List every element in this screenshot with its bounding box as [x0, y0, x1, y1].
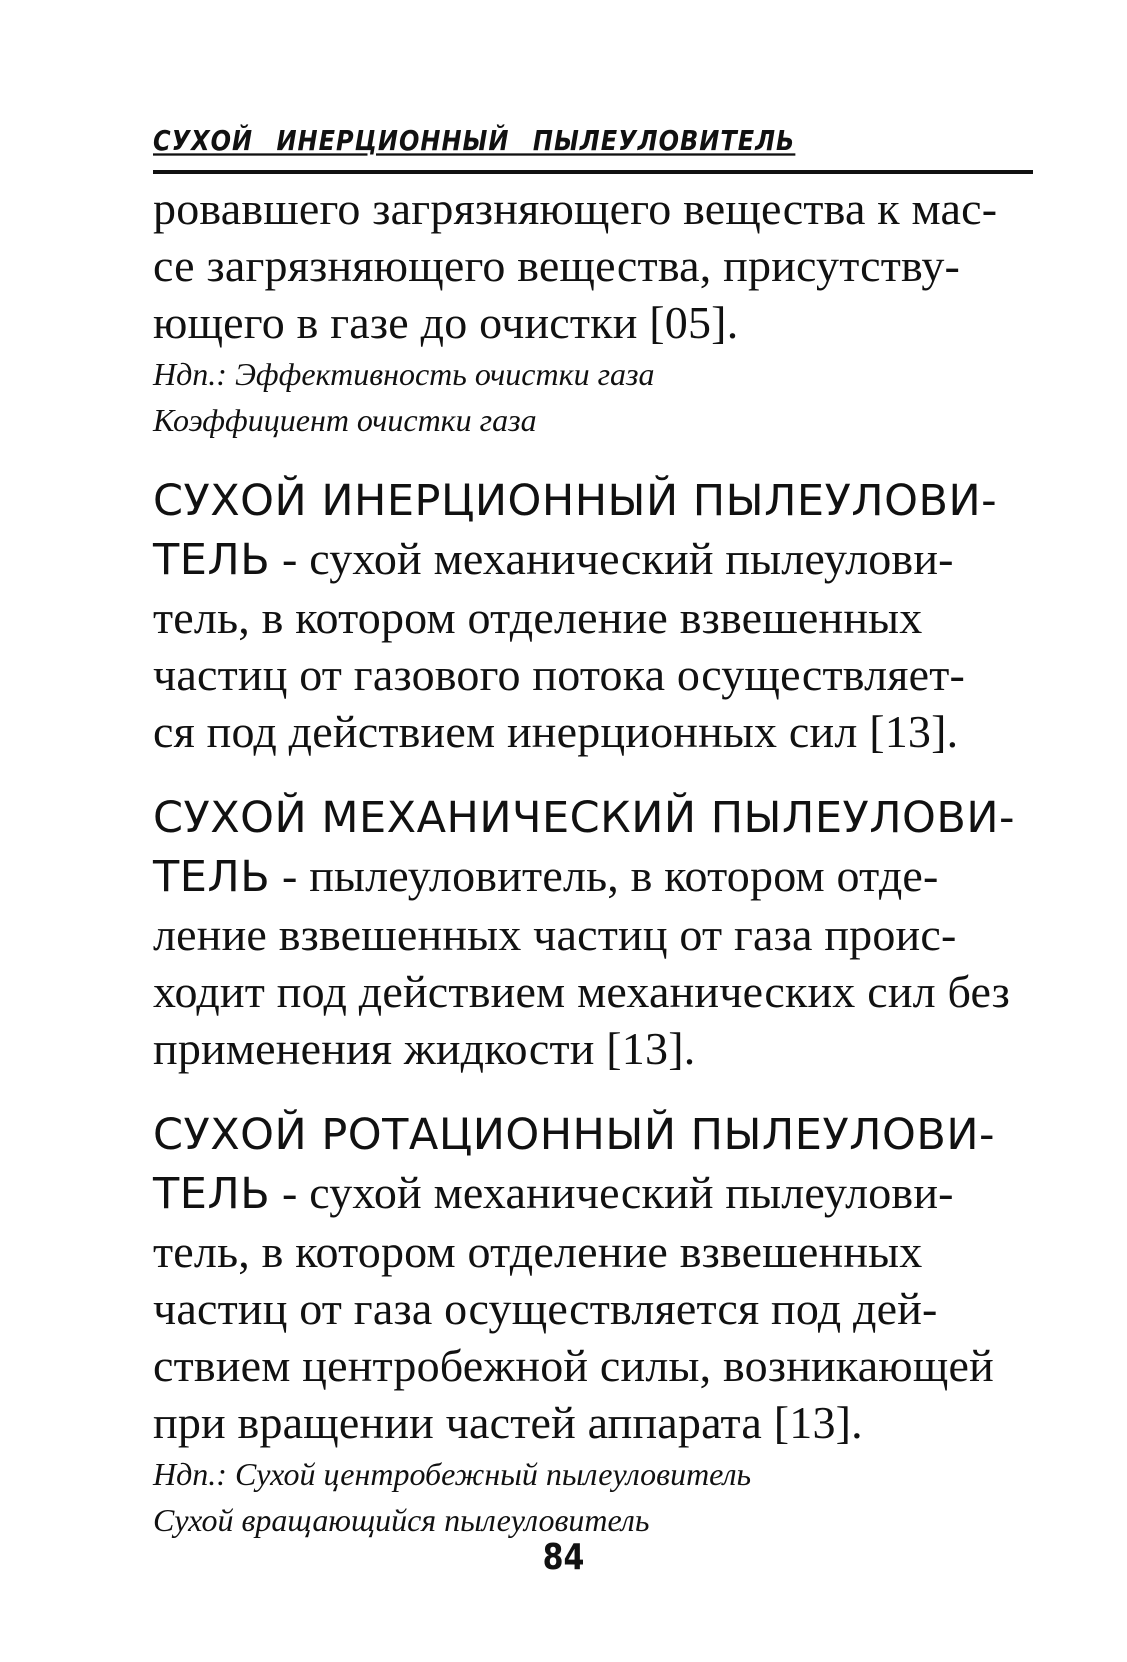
not-recommended-note: Ндп.: Эффективность очистки газа: [153, 356, 655, 392]
entry-term: СУХОЙ ИНЕРЦИОННЫЙ ПЫЛЕУЛОВИ-: [153, 476, 998, 526]
text-line: применения жидкости [13].: [153, 1023, 696, 1074]
entry-term: ТЕЛЬ: [153, 1169, 271, 1219]
text-line: ходит под действием механических сил без: [153, 966, 1011, 1017]
text-line: ся под действием инерционных сил [13].: [153, 706, 959, 757]
entry-definition: - пылеуловитель, в котором отде-: [270, 850, 939, 901]
text-line: ровавшего загрязняющего вещества к мас-: [153, 183, 998, 234]
not-recommended-note: Сухой вращающийся пылеуловитель: [153, 1502, 650, 1538]
text-line: тель, в котором отделение взвешенных: [153, 1226, 923, 1277]
text-line: ющего в газе до очистки [05].: [153, 297, 739, 348]
not-recommended-note: Коэффициент очистки газа: [153, 402, 537, 438]
continuation-paragraph: [153, 180, 1033, 351]
text-line: се загрязняющего вещества, присутству-: [153, 240, 961, 291]
page-number: 84: [542, 1536, 585, 1579]
text-line: при вращении частей аппарата [13].: [153, 1397, 863, 1448]
page-content: [153, 124, 1033, 1543]
text-line: ствием центробежной силы, возникающей: [153, 1340, 994, 1391]
header-rule: [153, 170, 1033, 174]
entry-definition: - сухой механический пылеулови-: [270, 1167, 954, 1218]
glossary-entry-inertial: [153, 471, 1033, 760]
text-line: тель, в котором отделение взвешенных: [153, 592, 923, 643]
glossary-entry-mechanical: [153, 788, 1033, 1077]
entry-term: СУХОЙ МЕХАНИЧЕСКИЙ ПЫЛЕУЛОВИ-: [153, 793, 1016, 843]
text-line: ление взвешенных частиц от газа проис-: [153, 909, 957, 960]
entry-term: СУХОЙ РОТАЦИОННЫЙ ПЫЛЕУЛОВИ-: [153, 1110, 996, 1160]
glossary-entry-rotational: [153, 1105, 1033, 1451]
text-line: частиц от газа осуществляется под дей-: [153, 1283, 938, 1334]
entry-term: ТЕЛЬ: [153, 852, 271, 902]
text-line: частиц от газового потока осуществляет-: [153, 649, 966, 700]
not-recommended-note: Ндп.: Сухой центробежный пылеуловитель: [153, 1456, 752, 1492]
entry-definition: - сухой механический пылеулови-: [270, 533, 954, 584]
entry-term: ТЕЛЬ: [153, 535, 271, 585]
running-header: СУХОЙ ИНЕРЦИОННЫЙ ПЫЛЕУЛОВИТЕЛЬ: [153, 124, 796, 157]
